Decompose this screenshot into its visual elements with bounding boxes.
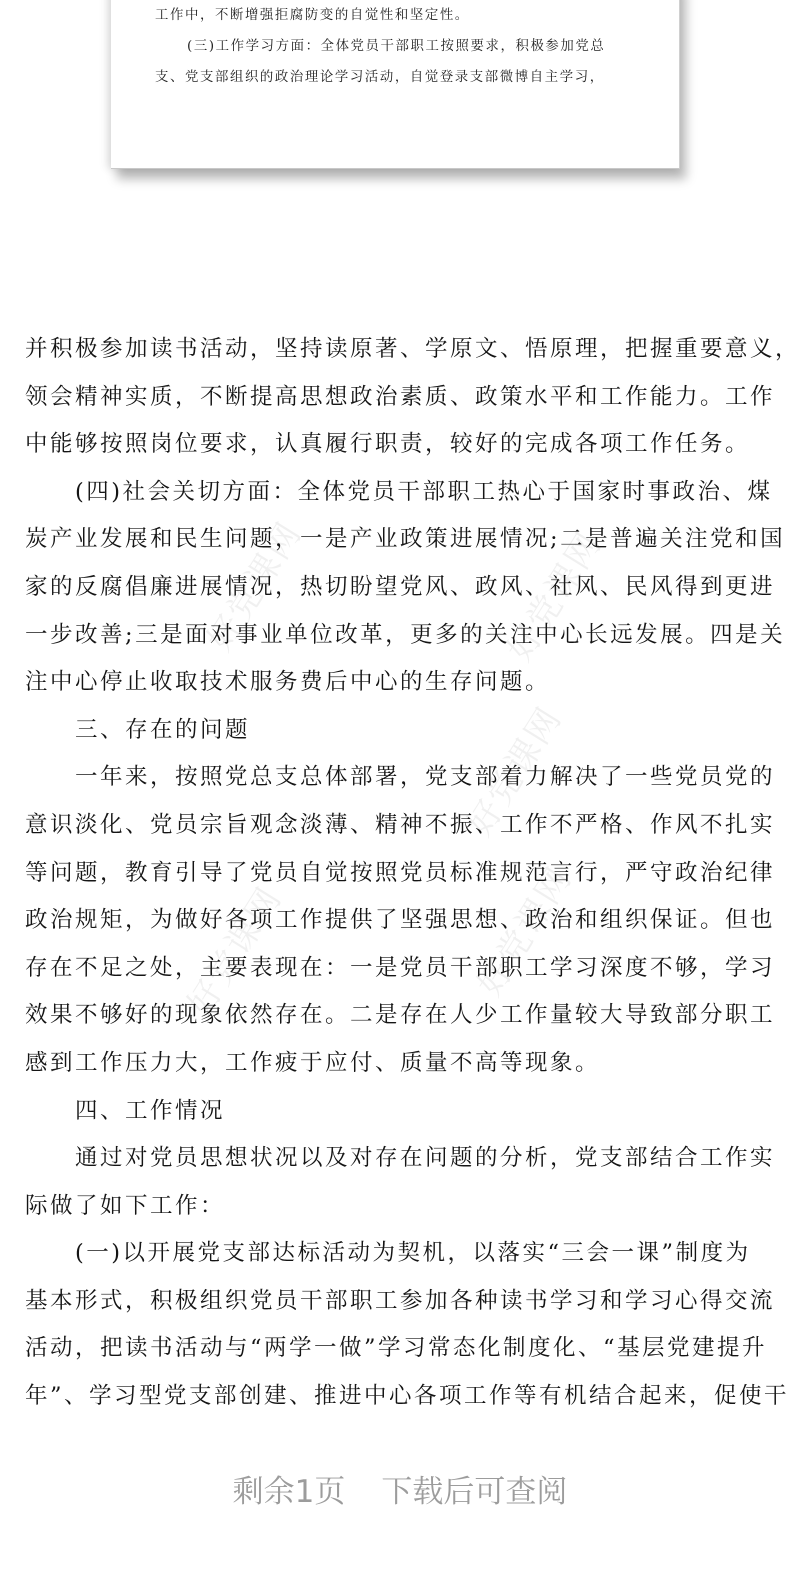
- body-line: 年”、学习型党支部创建、推进中心各项工作等有机结合起来，促使干: [25, 1383, 790, 1410]
- watermark: 好党课网: [499, 524, 611, 669]
- watermark: 好党课网: [179, 879, 291, 1024]
- body-line: 政治规矩，为做好各项工作提供了坚强思想、政治和组织保证。但也: [25, 907, 776, 934]
- watermark: 好党课网: [199, 514, 311, 659]
- subsection-one: (一)以开展党支部达标活动为契机，以落实“三会一课”制度为: [75, 1240, 751, 1267]
- body-line: 基本形式，积极组织党员干部职工参加各种读书学习和学习心得交流: [25, 1287, 776, 1314]
- body-line: 领会精神实质，不断提高思想政治素质、政策水平和工作能力。工作: [25, 383, 776, 410]
- section-four-social-concerns: (四)社会关切方面：全体党员干部职工热心于国家时事政治、煤: [75, 478, 773, 505]
- download-to-view-link[interactable]: 下载后可查阅: [381, 1474, 568, 1510]
- page-preview-text: [155, 0, 655, 93]
- body-line: 存在不足之处，主要表现在：一是党员干部职工学习深度不够，学习: [25, 954, 776, 981]
- body-line: 际做了如下工作：: [25, 1192, 226, 1219]
- body-line: 家的反腐倡廉进展情况，热切盼望党风、政风、社风、民风得到更进: [25, 573, 776, 600]
- body-line: 通过对党员思想状况以及对存在问题的分析，党支部结合工作实: [75, 1145, 776, 1172]
- remaining-pages-banner[interactable]: [0, 1466, 800, 1511]
- section-heading-work-status: 四、工作情况: [75, 1097, 226, 1124]
- remaining-pages-count: 剩余1页: [232, 1474, 346, 1510]
- body-line: 效果不够好的现象依然存在。二是存在人少工作量较大导致部分职工: [25, 1002, 776, 1029]
- body-line: 注中心停止收取技术服务费后中心的生存问题。: [25, 669, 551, 696]
- body-line: 活动，把读书活动与“两学一做”学习常态化制度化、“基层党建提升: [25, 1335, 768, 1362]
- body-line: 并积极参加读书活动，坚持读原著、学原文、悟原理，把握重要意义，: [25, 336, 800, 362]
- watermark: 好党课网: [459, 699, 571, 844]
- body-line: 感到工作压力大，工作疲于应付、质量不高等现象。: [25, 1049, 601, 1076]
- preview-line: (三)工作学习方面：全体党员干部职工按照要求，积极参加党总: [187, 39, 606, 54]
- body-line: 一年来，按照党总支总体部署，党支部着力解决了一些党员党的: [75, 764, 776, 791]
- document-page-preview: [111, 0, 680, 169]
- preview-line: 支、党支部组织的政治理论学习活动，自觉登录支部微博自主学习，: [155, 70, 605, 85]
- document-body: [25, 326, 800, 1421]
- body-line: 中能够按照岗位要求，认真履行职责，较好的完成各项工作任务。: [25, 431, 751, 458]
- body-line: 一步改善;三是面对事业单位改革，更多的关注中心长远发展。四是关: [25, 621, 786, 648]
- preview-line: 工作中，不断增强拒腐防变的自觉性和坚定性。: [155, 8, 470, 23]
- section-heading-problems: 三、存在的问题: [75, 716, 251, 743]
- body-line: 炭产业发展和民生问题，一是产业政策进展情况;二是普遍关注党和国: [25, 526, 786, 553]
- body-line: 等问题，教育引导了党员自觉按照党员标准规范言行，严守政治纪律: [25, 859, 776, 886]
- body-line: 意识淡化、党员宗旨观念淡薄、精神不振、工作不严格、作风不扎实: [25, 811, 776, 838]
- watermark: 好党课网: [469, 859, 581, 1004]
